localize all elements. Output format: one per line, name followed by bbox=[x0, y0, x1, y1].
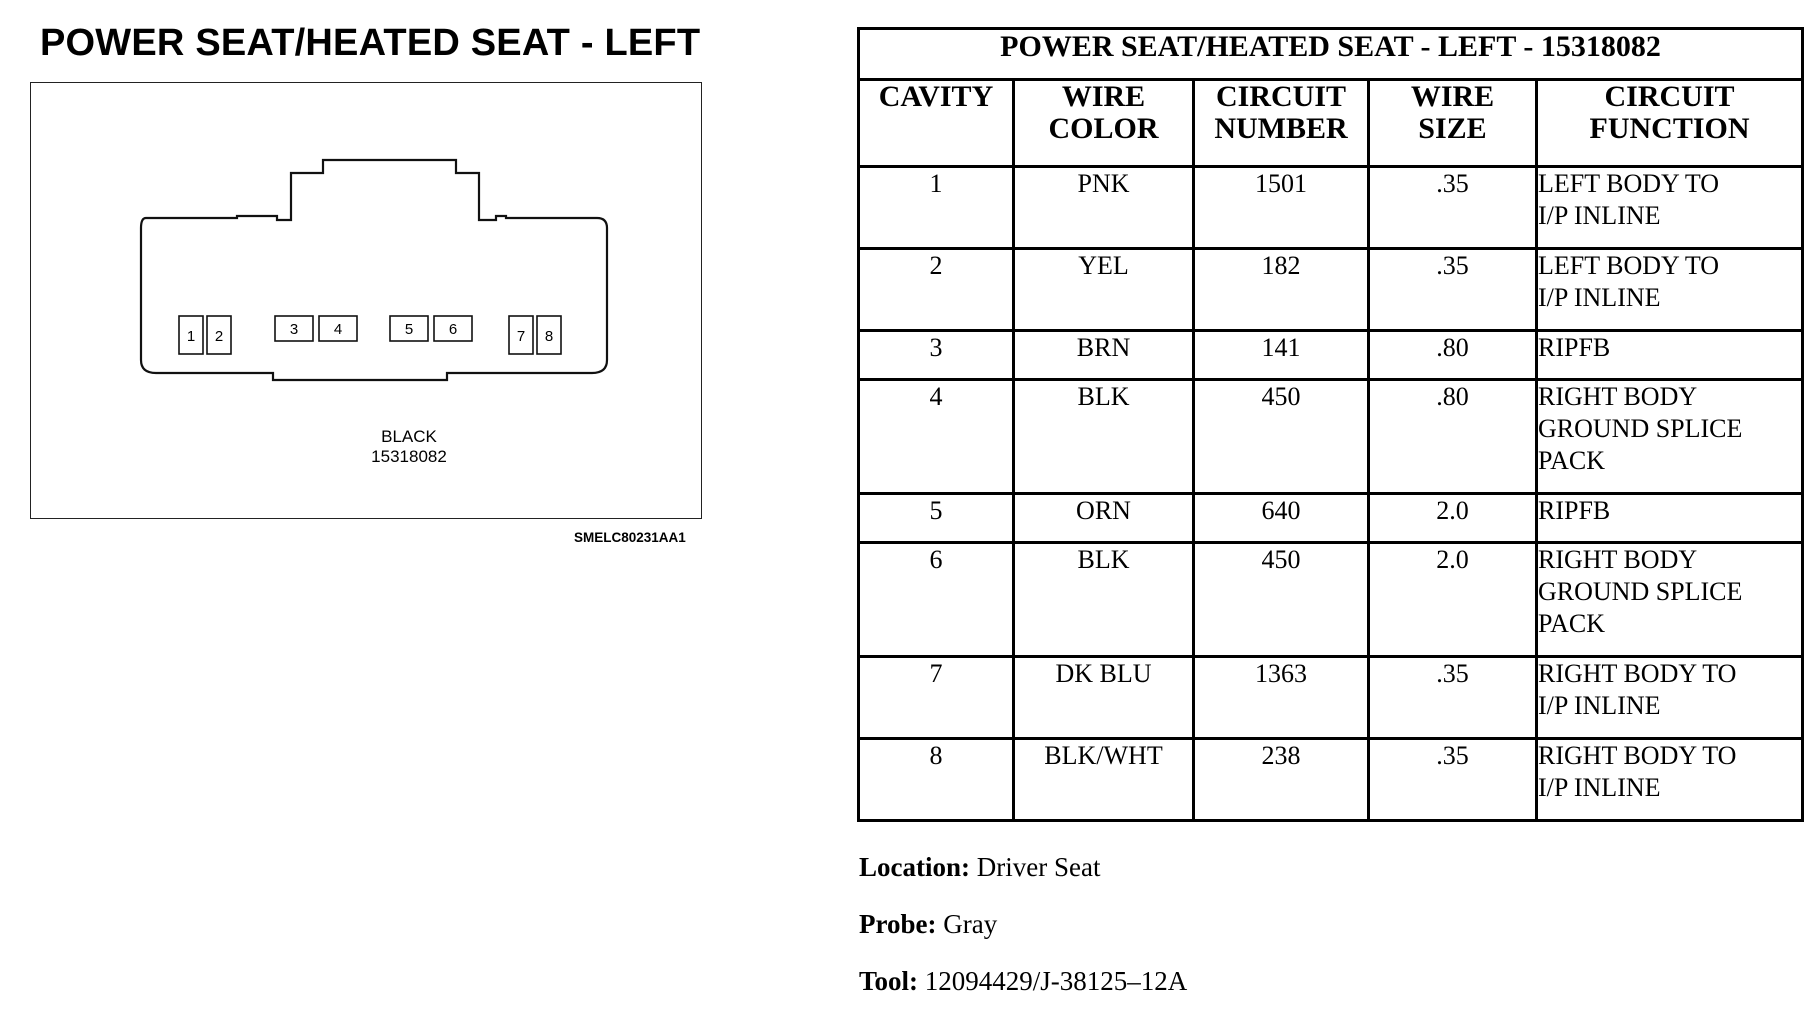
circuit-number-cell: 1501 bbox=[1194, 167, 1369, 249]
wire-color-cell: BRN bbox=[1014, 331, 1194, 380]
cavity-cell: 5 bbox=[859, 494, 1014, 543]
wire-color-cell: BLK bbox=[1014, 380, 1194, 494]
table-title-row bbox=[859, 29, 1803, 80]
circuit-number-cell: 182 bbox=[1194, 249, 1369, 331]
table-title: POWER SEAT/HEATED SEAT - LEFT - 15318082 bbox=[859, 29, 1803, 80]
header-cavity: CAVITY bbox=[859, 80, 1014, 167]
circuit-function-cell: RIGHT BODY GROUND SPLICE PACK bbox=[1537, 380, 1803, 494]
wire-color-cell: ORN bbox=[1014, 494, 1194, 543]
header-circuit-number: CIRCUIT NUMBER bbox=[1194, 80, 1369, 167]
cavity-1-label: 1 bbox=[186, 328, 196, 345]
cavity-cell: 7 bbox=[859, 657, 1014, 739]
probe-line bbox=[859, 909, 997, 940]
cavity-cell: 1 bbox=[859, 167, 1014, 249]
wire-size-cell: 2.0 bbox=[1369, 494, 1537, 543]
wire-size-cell: .35 bbox=[1369, 249, 1537, 331]
cavity-8-label: 8 bbox=[544, 328, 554, 345]
table-row bbox=[859, 494, 1803, 543]
circuit-function-cell: LEFT BODY TO I/P INLINE bbox=[1537, 167, 1803, 249]
cavity-6-label: 6 bbox=[448, 321, 458, 338]
table-row bbox=[859, 543, 1803, 657]
table-row bbox=[859, 657, 1803, 739]
cavity-5-label: 5 bbox=[404, 321, 414, 338]
tool-value: 12094429/J-38125–12A bbox=[924, 966, 1188, 996]
probe-value: Gray bbox=[943, 909, 998, 939]
table-row bbox=[859, 167, 1803, 249]
cavity-cell: 6 bbox=[859, 543, 1014, 657]
connector-diagram bbox=[30, 82, 702, 519]
connector-color-label: BLACK bbox=[381, 427, 437, 446]
circuit-function-cell: LEFT BODY TO I/P INLINE bbox=[1537, 249, 1803, 331]
cavity-7-label: 7 bbox=[516, 328, 526, 345]
circuit-function-cell: RIGHT BODY TO I/P INLINE bbox=[1537, 657, 1803, 739]
tool-line bbox=[859, 966, 1187, 997]
table-header-row bbox=[859, 80, 1803, 167]
connector-part-number-label: 15318082 bbox=[371, 447, 447, 466]
table-row bbox=[859, 739, 1803, 821]
circuit-number-cell: 640 bbox=[1194, 494, 1369, 543]
wire-size-cell: .80 bbox=[1369, 380, 1537, 494]
cavity-cell: 8 bbox=[859, 739, 1014, 821]
location-value: Driver Seat bbox=[976, 852, 1101, 882]
tool-label: Tool: bbox=[859, 966, 919, 996]
wire-color-cell: BLK/WHT bbox=[1014, 739, 1194, 821]
table-row bbox=[859, 249, 1803, 331]
header-circuit-function: CIRCUIT FUNCTION bbox=[1537, 80, 1803, 167]
location-label: Location: bbox=[859, 852, 970, 882]
wire-size-cell: .80 bbox=[1369, 331, 1537, 380]
wire-color-cell: BLK bbox=[1014, 543, 1194, 657]
wire-size-cell: .35 bbox=[1369, 657, 1537, 739]
pinout-table bbox=[857, 27, 1804, 822]
wire-size-cell: 2.0 bbox=[1369, 543, 1537, 657]
circuit-number-cell: 1363 bbox=[1194, 657, 1369, 739]
table-row bbox=[859, 380, 1803, 494]
header-wire-color: WIRE COLOR bbox=[1014, 80, 1194, 167]
circuit-number-cell: 141 bbox=[1194, 331, 1369, 380]
cavity-cell: 3 bbox=[859, 331, 1014, 380]
cavity-cell: 2 bbox=[859, 249, 1014, 331]
table-row bbox=[859, 331, 1803, 380]
cavity-3-label: 3 bbox=[289, 321, 299, 338]
wire-size-cell: .35 bbox=[1369, 167, 1537, 249]
circuit-number-cell: 450 bbox=[1194, 380, 1369, 494]
circuit-function-cell: RIPFB bbox=[1537, 331, 1803, 380]
header-wire-size: WIRE SIZE bbox=[1369, 80, 1537, 167]
wire-color-cell: YEL bbox=[1014, 249, 1194, 331]
circuit-number-cell: 238 bbox=[1194, 739, 1369, 821]
wire-size-cell: .35 bbox=[1369, 739, 1537, 821]
probe-label: Probe: bbox=[859, 909, 937, 939]
location-line bbox=[859, 852, 1100, 883]
cavity-2-label: 2 bbox=[214, 328, 224, 345]
wire-color-cell: DK BLU bbox=[1014, 657, 1194, 739]
cavity-cell: 4 bbox=[859, 380, 1014, 494]
circuit-function-cell: RIGHT BODY TO I/P INLINE bbox=[1537, 739, 1803, 821]
cavity-4-label: 4 bbox=[333, 321, 343, 338]
figure-id: SMELC80231AA1 bbox=[574, 530, 686, 545]
circuit-number-cell: 450 bbox=[1194, 543, 1369, 657]
circuit-function-cell: RIGHT BODY GROUND SPLICE PACK bbox=[1537, 543, 1803, 657]
diagram-title: POWER SEAT/HEATED SEAT - LEFT bbox=[40, 22, 701, 64]
wire-color-cell: PNK bbox=[1014, 167, 1194, 249]
circuit-function-cell: RIPFB bbox=[1537, 494, 1803, 543]
